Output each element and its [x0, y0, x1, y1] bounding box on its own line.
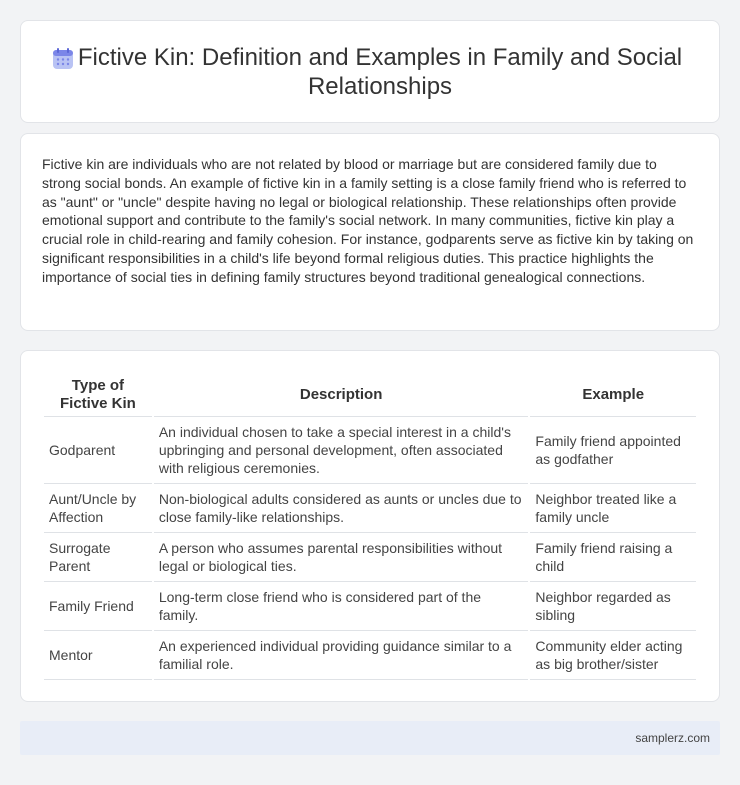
- page-title: Fictive Kin: Definition and Examples in Family and Social Relationships: [77, 44, 683, 100]
- cell-type: Godparent: [44, 417, 152, 484]
- table-header-row: [44, 374, 696, 417]
- header-type: Type of Fictive Kin: [44, 374, 152, 417]
- cell-example: Family friend appointed as godfather: [530, 417, 696, 484]
- footer-site-link[interactable]: samplerz.com: [635, 731, 710, 745]
- cell-description: A person who assumes parental responsibilities without legal or biological ties.: [154, 533, 529, 582]
- footer: [20, 721, 720, 755]
- cell-example: Community elder acting as big brother/sister: [530, 631, 696, 680]
- cell-description: An individual chosen to take a special interest in a child's upbringing and personal development, often associated with religious ceremonies.: [154, 417, 529, 484]
- cell-description: An experienced individual providing guidance similar to a familial role.: [154, 631, 529, 680]
- cell-example: Neighbor treated like a family uncle: [530, 484, 696, 533]
- table-card: [20, 350, 720, 702]
- cell-type: Aunt/Uncle by Affection: [44, 484, 152, 533]
- header-description: Description: [154, 374, 529, 417]
- cell-type: Family Friend: [44, 582, 152, 631]
- title-card: [20, 20, 720, 123]
- cell-type: Surrogate Parent: [44, 533, 152, 582]
- table-row: [44, 484, 696, 533]
- intro-paragraph: Fictive kin are individuals who are not related by blood or marriage but are considered family due to strong social bonds. An example of fictive kin in a family setting is a close family friend who is referred to as "aunt" or "uncle" despite having no legal or biological relationship. These relationships often provide emotional support and contribute to the family's social network. In many communities, fictive kin play a crucial role in child-rearing and family cohesion. For instance, godparents serve as fictive kin by taking on significant responsibilities in a child's life beyond formal religious duties. This practice highlights the importance of social ties in defining family structures beyond traditional genealogical connections.: [42, 156, 694, 285]
- cell-example: Neighbor regarded as sibling: [530, 582, 696, 631]
- table-row: [44, 631, 696, 680]
- table-row: [44, 417, 696, 484]
- cell-example: Family friend raising a child: [530, 533, 696, 582]
- cell-description: Long-term close friend who is considered part of the family.: [154, 582, 529, 631]
- header-example: Example: [530, 374, 696, 417]
- fictive-kin-table: [42, 374, 698, 680]
- cell-description: Non-biological adults considered as aunts or uncles due to close family-like relationships.: [154, 484, 529, 533]
- cell-type: Mentor: [44, 631, 152, 680]
- table-row: [44, 533, 696, 582]
- table-row: [44, 582, 696, 631]
- intro-card: [20, 133, 720, 331]
